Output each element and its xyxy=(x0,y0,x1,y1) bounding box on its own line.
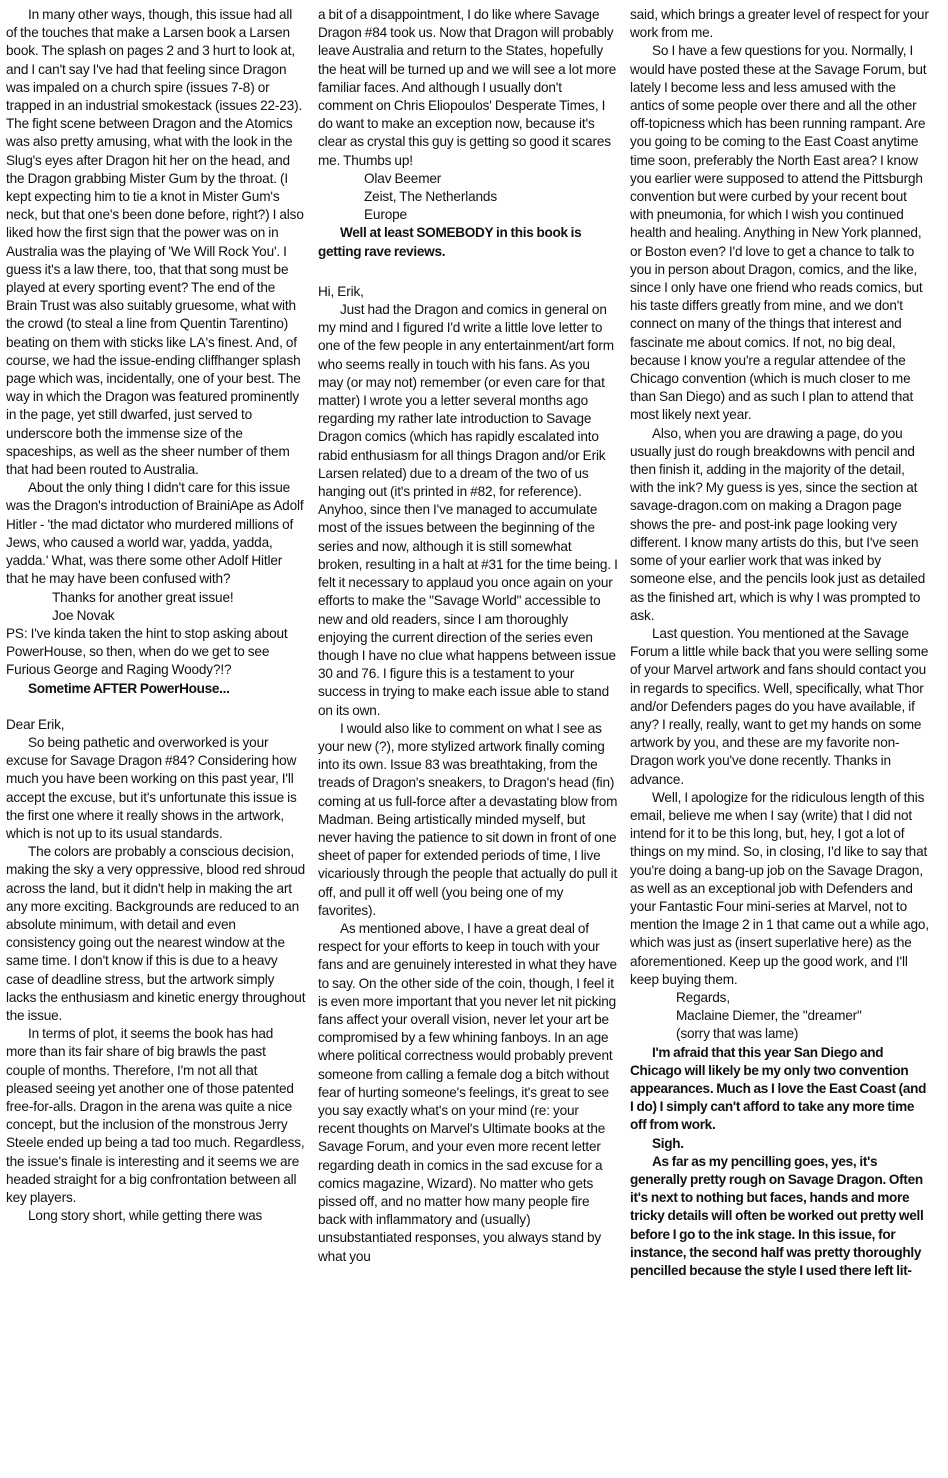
letter-paragraph: Also, when you are drawing a page, do you usually just do rough breakdowns with pencil and then finish it, adding in the majority of the detail, with the ink? My guess is yes, since the section at savage-dragon.com on making a Dragon page shows the pre- and post-ink page looking very different. I know many artists do this, but I've seen some of your earlier work that was inked by someone else, and the pencils look just as detailed as the finished art, which is why I was prompted to ask. xyxy=(630,425,926,623)
editor-response: Sigh. xyxy=(652,1135,684,1151)
letter-paragraph: said, which brings a greater level of respect for your work from me. xyxy=(630,7,929,41)
letter-signature: Regards, xyxy=(676,989,730,1005)
letter-signature: Europe xyxy=(364,207,407,223)
letter-paragraph: Dear Erik, xyxy=(6,716,65,732)
letter-paragraph: So being pathetic and overworked is your excuse for Savage Dragon #84? Considering how much you have been working on this past year, I'll accept the excuse, but it's unfortunate this issue is the first one where it really shows in the artwork, which is not up to its usual standards. xyxy=(6,734,297,841)
letter-paragraph: PS: I've kinda taken the hint to stop asking about PowerHouse, so then, when do we get to see Furious George and Raging Woody?!? xyxy=(6,625,288,678)
letter-signature: Maclaine Diemer, the "dreamer" xyxy=(676,1008,862,1024)
letter-paragraph: a bit of a disappointment, I do like where Savage Dragon #84 took us. Now that Dragon will probably leave Australia and return to the States, hopefully the heat will be turned up and we will see a lot more familiar faces. And although I usually don't comment on Chris Eliopoulos' Desperate Times, I do want to make an exception now, because it's clear as crystal this guy is getting so good it scares me. Thumbs up! xyxy=(318,7,617,168)
letter-signature: (sorry that was lame) xyxy=(676,1026,799,1042)
letter-paragraph: In terms of plot, it seems the book has had more than its fair share of big brawls the past couple of months. Therefore, I'm not all that pleased seeing yet another one of those patented free-for-alls. Dragon in the arena was quite a nice concept, but the inclusion of the monstrous Jerry Steele ended up being a tad too much. Regardless, the issue's finale is interesting and it seems we are headed straight for a big confrontation between all key players. xyxy=(6,1026,305,1205)
letter-signature: Olav Beemer xyxy=(364,170,442,186)
letter-signature: Zeist, The Netherlands xyxy=(364,189,497,205)
letter-paragraph: Long story short, while getting there was xyxy=(28,1208,263,1224)
letter-paragraph: In many other ways, though, this issue had all of the touches that make a Larsen book a Larsen book. The splash on pages 2 and 3 hurt to look at, and I can't say I've had that feeling since Dragon was impaled on a church spire (issues 7-8) or trapped in an industrial smokestack (issues 22-23). The fight scene between Dragon and the Atomics was also pretty amusing, what with the look in the Slug's eyes after Dragon hit her on the head, and the Dragon grabbing Mister Gum by the throat. (I kept expecting him to tie a knot in Mister Gum's neck, but that one's been done before, right?) I also liked how the first sign that the power was on in Australia was the playing of 'We Will Rock You'. I guess it's a law there, too, that that song must be played at every sporting event? The end of the Brain Trust was also suitably gruesome, what with the crowd (to steal a line from Quentin Tarentino) beating on them with sticks like LA's finest. And, of course, we had the issue-ending cliffhanger splash page which was, incidentally, one of your best. The way in which the Dragon was featured prominently in the page, yet still dwarfed, just served to underscore both the immense size of the spaceships, as well as the sheer number of them that had been routed to Australia. xyxy=(6,7,304,478)
editor-response: Sometime AFTER PowerHouse... xyxy=(28,680,230,696)
editor-response: Well at least SOMEBODY in this book is getting rave reviews. xyxy=(318,225,582,259)
letter-paragraph: Well, I apologize for the ridiculous length of this email, believe me when I say (write) that I did not intend for it to be this long, but, hey, I got a lot of things on my mind. So, in closing, I'd like to say that you're doing a bang-up job on the Savage Dragon, as well as an exceptional job with Defenders and your Fantastic Four mini-series at Marvel, not to mention the Image 2 in 1 that came out a while ago, which was just as (insert superlative here) as the aforementioned. Keep up the good work, and I'll keep buying them. xyxy=(630,789,929,987)
letter-signature: Joe Novak xyxy=(52,607,115,623)
letter-paragraph: Last question. You mentioned at the Savage Forum a little while back that you were selling some of your Marvel artwork and fans should contact you in regards to specifics. Well, specifically, what Thor and/or Defenders pages do you have available, if any? I really, really, want to get my hands on some artwork by you, and these are my favorite non-Dragon work you've done recently. Thanks in advance. xyxy=(630,625,929,787)
letter-paragraph: So I have a few questions for you. Normally, I would have posted these at the Savage Forum, but lately I become less and less amused with the antics of some people over there and all the other off-topicness which has been running rampant. Are you going to be coming to the East Coast anytime time soon, preferably the North East area? I know you earlier were supposed to attend the Pittsburgh convention but were curbed by your recent bout with pneumonia, for which I wish you continued health and healing. Anything in New York planned, or Boston even? I'd love to get a chance to talk to you in person about Dragon, comics, and the like, since I only have one friend who reads comics, but his taste differs greatly from mine, and we don't connect on many of the things that interest and fascinate me about comics. If not, no big deal, because I know you're a regular attendee of the Chicago convention (which is much closer to me than San Diego) and as such I plan to attend that most likely next year. xyxy=(630,43,927,423)
letter-paragraph: Hi, Erik, xyxy=(318,283,364,299)
column-middle xyxy=(318,6,618,1478)
letter-paragraph: The colors are probably a conscious decision, making the sky a very oppressive, blood red shroud across the land, but it didn't help in making the art any more exciting. Backgrounds are reduced to an absolute minimum, with detail and even consistency going out the nearest window at the same time. I don't know if this is due to a heavy case of deadline stress, but the artwork simply lacks the enthusiasm and kinetic energy throughout the issue. xyxy=(6,844,306,1023)
letter-paragraph: About the only thing I didn't care for this issue was the Dragon's introduction of BrainiApe as Adolf Hitler - 'the mad dictator who murdered millions of Jews, who caused a world war, yadda, yadda, yadda.' What, was there some other Adolf Hitler that he may have been confused with? xyxy=(6,480,304,587)
column-left xyxy=(6,6,306,1478)
letter-paragraph: As mentioned above, I have a great deal of respect for your efforts to keep in touch with your fans and are genuinely interested in what they have to say. On the other side of the coin, though, I feel it is even more important that you never let nit picking fans affect your overall vision, never let your art be compromised by a few whining fanboys. In an age where political correctness would probably prevent someone from calling a female dog a bitch without fear of hurting someone's feelings, it's great to see you say exactly what's on your mind (re: your recent thoughts on Marvel's Ultimate books at the Savage Forum, and your even more recent letter regarding death in comics in the sad excuse for a comics magazine, Wizard). No matter who gets pissed off, and no matter how many people fire back with inflammatory and (usually) unsubstantiated responses, you always stand by what you xyxy=(318,920,617,1264)
letter-paragraph: I would also like to comment on what I see as your new (?), more stylized artwork finally coming into its own. Issue 83 was breathtaking, from the treads of Dragon's sneakers, to Dragon's head (fin) coming at us full-force after a devastating blow from Madman. Being artistically minded myself, but never having the patience to sit down in front of one sheet of paper for extended periods of time, I live vicariously through the people that actually do pull it off, and pull it off well (you being one of my favorites). xyxy=(318,720,618,918)
column-right xyxy=(630,6,930,1478)
letter-signature: Thanks for another great issue! xyxy=(52,589,234,605)
letter-paragraph: Just had the Dragon and comics in general on my mind and I figured I'd write a little love letter to one of the few people in any entertainment/art form who seems really in touch with his fans. As you may (or may not) remember (or even care for that matter) I wrote you a letter several months ago regarding my rather late introduction to Savage Dragon comics (which has rapidly escalated into rabid enthusiasm for all things Dragon and/or Erik Larsen related) due to a dream of the two of us hanging out (it's printed in #82, for reference). Anyhoo, since then I've managed to accumulate most of the issues between the beginning of the series and now, although it is still somewhat broken, resulting in a halt at #31 for the time being. I felt it necessary to applaud you once again on your efforts to make the "Savage World" accessible to new and old readers, since I am thoroughly enjoying the current direction of the series even though I have no clue what happens between issue 30 and 76. I figure this is a testament to your success in trying to make each issue able to stand on its own. xyxy=(318,302,618,718)
editor-response: I'm afraid that this year San Diego and Chicago will likely be my only two convention appearances. Much as I love the East Coast (and I do) I simply can't afford to take any more time off from work. xyxy=(630,1044,927,1133)
editor-response: As far as my pencilling goes, yes, it's generally pretty rough on Savage Dragon. Often it's next to nothing but faces, hands and more tricky details will often be worked out pretty well before I go to the ink stage. In this issue, for instance, the second half was pretty thoroughly pencilled because the style I used there left lit- xyxy=(630,1153,924,1279)
